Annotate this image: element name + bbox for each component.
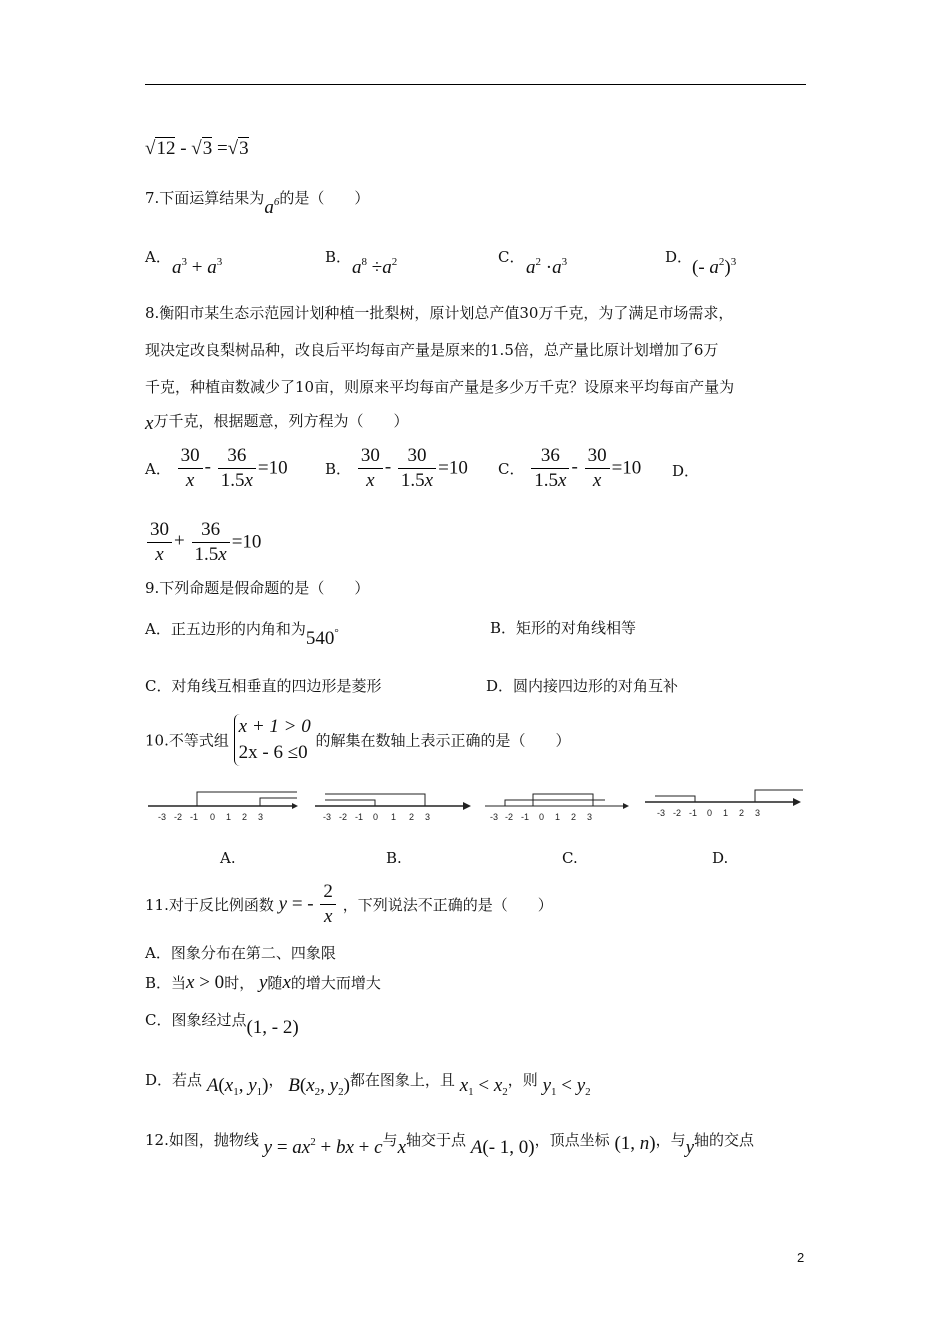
q11-option-c: C．图象经过点(1, - 2) — [145, 1011, 299, 1038]
svg-text:-3: -3 — [490, 812, 499, 822]
number-line-label-a: A. — [220, 849, 236, 867]
sqrt-expression: √12 - √3 =√3 — [145, 138, 249, 159]
q7-option-c-expr: $a^2 \cdot a^3$ — [526, 256, 568, 278]
question-7-stem: 7.下面运算结果为$a^6$的是（ ） — [145, 189, 370, 218]
svg-text:-2: -2 — [673, 808, 682, 818]
q7-option-a-expr: $a^3 + a^3$ — [172, 256, 223, 278]
svg-text:-1: -1 — [689, 808, 698, 818]
svg-text:2: 2 — [571, 812, 577, 822]
header-rule — [145, 84, 806, 85]
svg-text:0: 0 — [210, 812, 216, 822]
svg-text:0: 0 — [539, 812, 545, 822]
number-line-figures — [140, 780, 810, 830]
svg-text:0: 0 — [373, 812, 379, 822]
q9-option-a: A．正五边形的内角和为540° — [145, 620, 339, 649]
question-11-stem: 11.对于反比例函数 y = - $\frac{2}{x}$ ，下列说法不正确的是（ ） — [145, 881, 553, 927]
svg-text:-1: -1 — [521, 812, 530, 822]
q7-option-b: B． — [325, 248, 352, 266]
svg-text:1: 1 — [226, 812, 232, 822]
svg-text:2: 2 — [242, 812, 248, 822]
svg-text:-1: -1 — [355, 812, 364, 822]
svg-text:3: 3 — [258, 812, 264, 822]
svg-text:-1: -1 — [190, 812, 199, 822]
svg-text:1: 1 — [391, 812, 397, 822]
q7-option-a: A． — [145, 248, 171, 266]
number-line-label-b: B. — [386, 849, 402, 867]
question-8-line-4: x万千克，根据题意，列方程为（ ） — [145, 412, 409, 434]
q8-option-a: A． $\frac{30}{x}$ - $\frac{36}{1.5x}$ =10 — [145, 445, 288, 491]
q7-option-c: C． — [498, 248, 525, 266]
inequality-system: x + 1 > 0 2x - 6 ≤0 — [234, 714, 311, 766]
q8-option-c: C． $\frac{36}{1.5x}$ - $\frac{30}{x}$ =10 — [498, 445, 642, 491]
number-line-label-c: C. — [562, 849, 578, 867]
q9-option-c: C．对角线互相垂直的四边形是菱形 — [145, 677, 382, 695]
q8-option-b: B． $\frac{30}{x}$ - $\frac{30}{1.5x}$ =10 — [325, 445, 468, 491]
svg-text:2: 2 — [409, 812, 415, 822]
svg-text:3: 3 — [425, 812, 431, 822]
svg-text:-2: -2 — [505, 812, 514, 822]
q7-option-d: D． — [665, 248, 693, 266]
question-12-stem: 12.如图，抛物线 $y = ax^2$ + bx + c与x轴交于点 A(- 1, 0)，顶点坐标 (1, n)，与y轴的交点 — [145, 1131, 755, 1158]
question-8-line-2: 现决定改良梨树品种，改良后平均每亩产量是原来的1.5倍，总产量比原计划增加了6万 — [145, 341, 719, 359]
svg-text:-3: -3 — [323, 812, 332, 822]
svg-text:-3: -3 — [657, 808, 666, 818]
number-line-label-d: D. — [712, 849, 729, 867]
svg-text:3: 3 — [755, 808, 761, 818]
svg-text:0: 0 — [707, 808, 713, 818]
q8-option-d-expr: $\frac{30}{x}$ + $\frac{36}{1.5x}$ =10 — [145, 518, 261, 567]
q11-option-a: A．图象分布在第二、四象限 — [145, 944, 336, 962]
svg-text:-3: -3 — [158, 812, 167, 822]
q11-option-d: D．若点 $A(x_1$, $y_1$)， $B(x_2$, $y_2$)都在图象上，且 $x_1 < x_2$，则 $y_1 < y_2$ — [145, 1071, 591, 1098]
q9-option-b: B．矩形的对角线相等 — [490, 619, 637, 637]
question-10-stem: 10.不等式组 x + 1 > 0 2x - 6 ≤0 的解集在数轴上表示正确的是（ ） — [145, 714, 571, 766]
svg-text:-2: -2 — [339, 812, 348, 822]
question-8-line-3: 千克，种植亩数减少了10亩，则原来平均每亩产量是多少万千克？设原来平均每亩产量为 — [145, 378, 735, 396]
q9-option-d: D．圆内接四边形的对角互补 — [486, 677, 679, 695]
svg-text:3: 3 — [587, 812, 593, 822]
svg-text:1: 1 — [555, 812, 561, 822]
question-8-line-1: 8.衡阳市某生态示范园计划种植一批梨树，原计划总产值30万千克，为了满足市场需求， — [145, 304, 734, 322]
number-line-b — [315, 794, 471, 822]
number-line-d — [645, 790, 803, 818]
number-line-a — [148, 792, 298, 822]
svg-text:2: 2 — [739, 808, 745, 818]
q7-option-d-expr: (- $a^2)^3$ — [692, 256, 737, 278]
q8-option-d: D． — [672, 462, 700, 480]
q11-option-b: B．当x > 0时， y随x的增大而增大 — [145, 972, 381, 993]
q7-option-b-expr: $a^8 \div a^2$ — [352, 256, 398, 278]
question-9-stem: 9.下列命题是假命题的是（ ） — [145, 579, 370, 597]
page-number: 2 — [797, 1250, 805, 1265]
number-line-c — [485, 794, 629, 822]
svg-text:1: 1 — [723, 808, 729, 818]
svg-text:-2: -2 — [174, 812, 183, 822]
